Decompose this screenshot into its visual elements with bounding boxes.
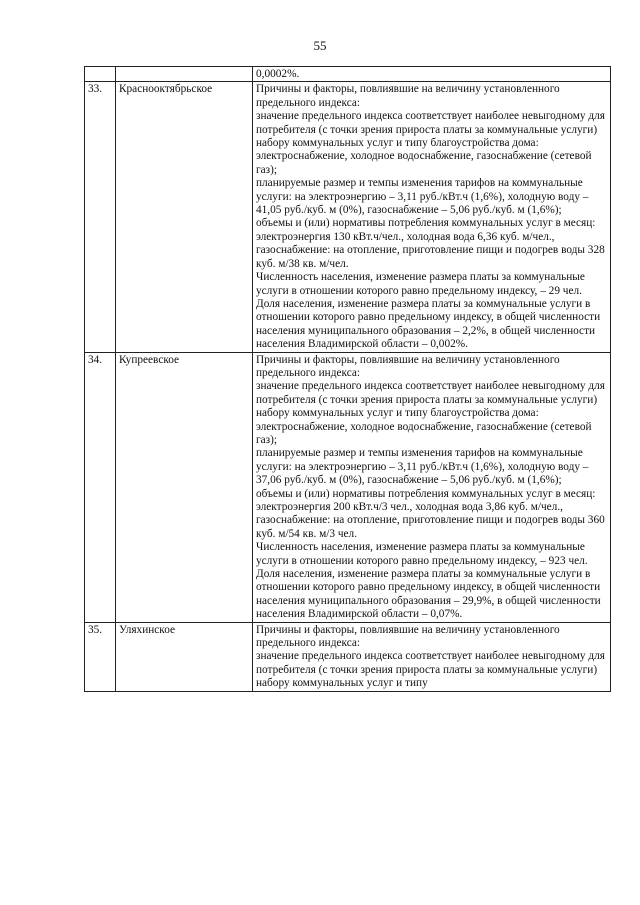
paragraph-tariffs: планируемые размер и темпы изменения тарифов на коммунальные услуги: на электроэнергию – 3,11 руб./кВт.ч (1,6%), холодную воду – 41,05 руб./куб. м (0%), газоснабжение – 5,06 руб./куб. м (1,6%); xyxy=(256,177,589,217)
paragraph-index-value: значение предельного индекса соответствует наиболее невыгодному для потребителя (с точки зрения прироста платы за коммунальные услуги) набору коммунальных услуг и типу благоустройства дома: электроснабжение, холодное водоснабжение, газоснабжение (сетевой газ); xyxy=(256,380,605,446)
row-number-cell xyxy=(85,67,116,82)
paragraph-consumption: объемы и (или) нормативы потребления коммунальных услуг в месяц: электроэнергия 130 кВт.ч/чел., холодная вода 6,36 куб. м/чел., газоснабжение: на отопление, приготовление пищи и подогрев воды 328 куб. м/38 кв. м/чел. xyxy=(256,217,605,270)
paragraph-index-value: значение предельного индекса соответствует наиболее невыгодному для потребителя (с точки зрения прироста платы за коммунальные услуги) набору коммунальных услуг и типу xyxy=(256,650,605,690)
municipalities-table xyxy=(84,66,611,692)
municipality-name-cell: Краснооктябрьское xyxy=(116,82,253,352)
municipality-name-cell xyxy=(116,67,253,82)
paragraph-population: Численность населения, изменение размера платы за коммунальные услуги в отношении которого равно предельному индексу, – 923 чел. xyxy=(256,541,588,567)
paragraph-causes: Причины и факторы, повлиявшие на величину установленного предельного индекса: xyxy=(256,623,560,650)
paragraph-population: Численность населения, изменение размера платы за коммунальные услуги в отношении которого равно предельному индексу, – 29 чел. xyxy=(256,271,585,297)
table-row xyxy=(85,352,611,622)
row-number-cell: 34. xyxy=(85,352,116,622)
paragraph-population-share: Доля населения, изменение размера платы за коммунальные услуги в отношении которого равно предельному индексу, в общей численности населения муниципального образования – 29,9%, в общей численности населения Владимирской области – 0,07%. xyxy=(256,568,601,621)
description-cell xyxy=(253,82,611,352)
municipality-name-cell: Уляхинское xyxy=(116,622,253,691)
paragraph-tariffs: планируемые размер и темпы изменения тарифов на коммунальные услуги: на электроэнергию – 3,11 руб./кВт.ч (1,6%), холодную воду – 37,06 руб./куб. м (0%), газоснабжение – 5,06 руб./куб. м (1,6%); xyxy=(256,447,589,487)
row-number-cell: 35. xyxy=(85,622,116,691)
description-cell xyxy=(253,352,611,622)
paragraph-causes: Причины и факторы, повлиявшие на величину установленного предельного индекса: xyxy=(256,353,560,379)
municipality-name-cell: Купреевское xyxy=(116,352,253,622)
paragraph-index-value: значение предельного индекса соответствует наиболее невыгодному для потребителя (с точки зрения прироста платы за коммунальные услуги) набору коммунальных услуг и типу благоустройства дома: электроснабжение, холодное водоснабжение, газоснабжение (сетевой газ); xyxy=(256,110,605,176)
paragraph-causes: Причины и факторы, повлиявшие на величину установленного предельного индекса: xyxy=(256,83,560,109)
table-row xyxy=(85,622,611,691)
description-cell: 0,0002%. xyxy=(253,67,611,82)
page-number: 55 xyxy=(313,38,327,53)
description-cell xyxy=(253,622,611,691)
paragraph-consumption: объемы и (или) нормативы потребления коммунальных услуг в месяц: электроэнергия 200 кВт.ч/3 чел., холодная вода 3,86 куб. м/чел., газоснабжение: на отопление, приготовление пищи и подогрев воды 360 куб. м/54 кв. м/3 чел. xyxy=(256,487,605,540)
row-number-cell: 33. xyxy=(85,82,116,352)
table-row xyxy=(85,82,611,352)
table-row-continuation xyxy=(85,67,611,82)
paragraph-population-share: Доля населения, изменение размера платы за коммунальные услуги в отношении которого равно предельному индексу, в общей численности населения муниципального образования – 2,2%, в общей численности населения Владимирской области – 0,002%. xyxy=(256,297,601,351)
